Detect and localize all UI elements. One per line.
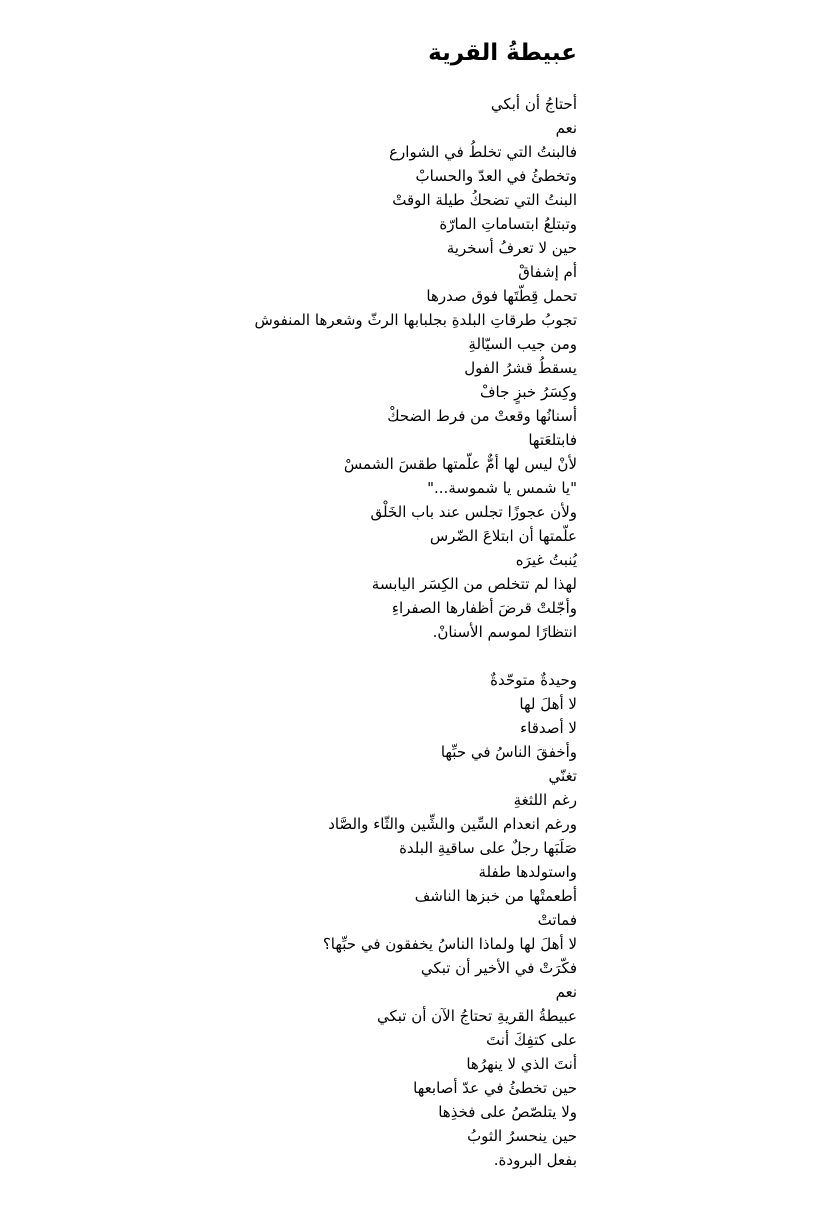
poem-line: وكِسَرُ خبزٍ جافْ — [479, 383, 577, 401]
poem-line: لا أهلَ لها — [519, 695, 577, 713]
poem-line: فابتلعَتها — [528, 431, 577, 449]
poem-line: ومن جيب السيّالةِ — [468, 335, 577, 353]
poem-line: وأجّلتْ قرضَ أظفارها الصفراءِ — [391, 599, 577, 617]
poem-line: البنتُ التي تضحكُ طيلة الوقتْ — [392, 191, 577, 209]
poem-line: يُنبتُ غيرَه — [515, 551, 577, 569]
poem-line: حين تخطئُ في عدّ أصابعها — [413, 1079, 577, 1097]
poem-line: وتخطئُ في العدّ والحسابْ — [415, 167, 577, 185]
poem-line: أطعمتْها من خبزها الناشف — [414, 887, 577, 905]
poem-line: فكّرَتْ في الأخير أن تبكي — [420, 959, 577, 977]
poem-line: أحتاجُ أن أبكي — [490, 95, 577, 113]
poem-line: نعم — [555, 983, 577, 1001]
poem-line: "يا شمس يا شموسة..." — [427, 479, 577, 497]
poem-line: بفعل البرودة. — [493, 1151, 577, 1169]
poem-line: يسقطُ قشرُ الفول — [464, 359, 577, 377]
poem-line: تجوبُ طرقاتِ البلدةِ بجلبابها الرثّ وشعرها المنفوش — [254, 311, 577, 329]
poem-line: وحيدةٌ متوحّدةٌ — [490, 671, 577, 689]
poem-line: حين ينحسرُ الثوبُ — [467, 1127, 577, 1145]
poem-line: عبيطةُ القريةِ تحتاجُ الآن أن تبكي — [376, 1007, 577, 1025]
poem-line: تغنّي — [548, 767, 577, 785]
poem-line: ورغم انعدام السِّين والشِّين والثّاء والصَّاد — [328, 815, 577, 833]
poem-line: انتظارًا لموسم الأسنانْ. — [432, 623, 577, 641]
poem-line: لا أصدقاء — [520, 719, 577, 737]
poem — [177, 36, 577, 1172]
poem-line: علّمتها أن ابتلاعَ الضّرس — [429, 527, 577, 545]
poem-line: صَلَبَها رجلٌ على ساقيةِ البلدة — [399, 839, 577, 857]
poem-line: ولأن عجوزًا تجلس عند باب الخَلْق — [370, 503, 577, 521]
poem-line: رغم اللثغةِ — [513, 791, 577, 809]
poem-line: ولا يتلصّصُ على فخذِها — [438, 1103, 577, 1121]
poem-title: عبيطةُ القرية — [428, 40, 577, 66]
poem-line: أم إشفاقْ — [518, 263, 577, 281]
stanza-1 — [177, 92, 577, 644]
poem-line: فالبنتُ التي تخلطُ في الشوارع — [389, 143, 577, 161]
poem-line: حين لا تعرفُ أسخرية — [446, 239, 577, 257]
poem-line: واستولدها طفلة — [478, 863, 577, 881]
poem-line: لهذا لم تتخلص من الكِسَر اليابسة — [371, 575, 577, 593]
poem-line: أسنانُها وقعتْ من فرط الضحكْ — [387, 407, 577, 425]
poem-line: فماتتْ — [537, 911, 577, 929]
stanza-2 — [177, 668, 577, 1172]
poem-line: على كتفِكَ أنتَ — [486, 1031, 577, 1049]
poem-line: وتبتلعُ ابتساماتِ المارّة — [439, 215, 577, 233]
poem-line: نعم — [555, 119, 577, 137]
poem-line: تحمل قِطّتَها فوق صدرها — [426, 287, 577, 305]
poem-line: أنتَ الذي لا ينهرُها — [466, 1055, 577, 1073]
poem-line: لا أهلَ لها ولماذا الناسُ يخفقون في حبِّها؟ — [322, 935, 577, 953]
poem-line: وأخفقَ الناسُ في حبِّها — [440, 743, 577, 761]
poem-line: لأنْ ليس لها أمٌّ علّمتها طقسَ الشمسْ — [343, 455, 577, 473]
